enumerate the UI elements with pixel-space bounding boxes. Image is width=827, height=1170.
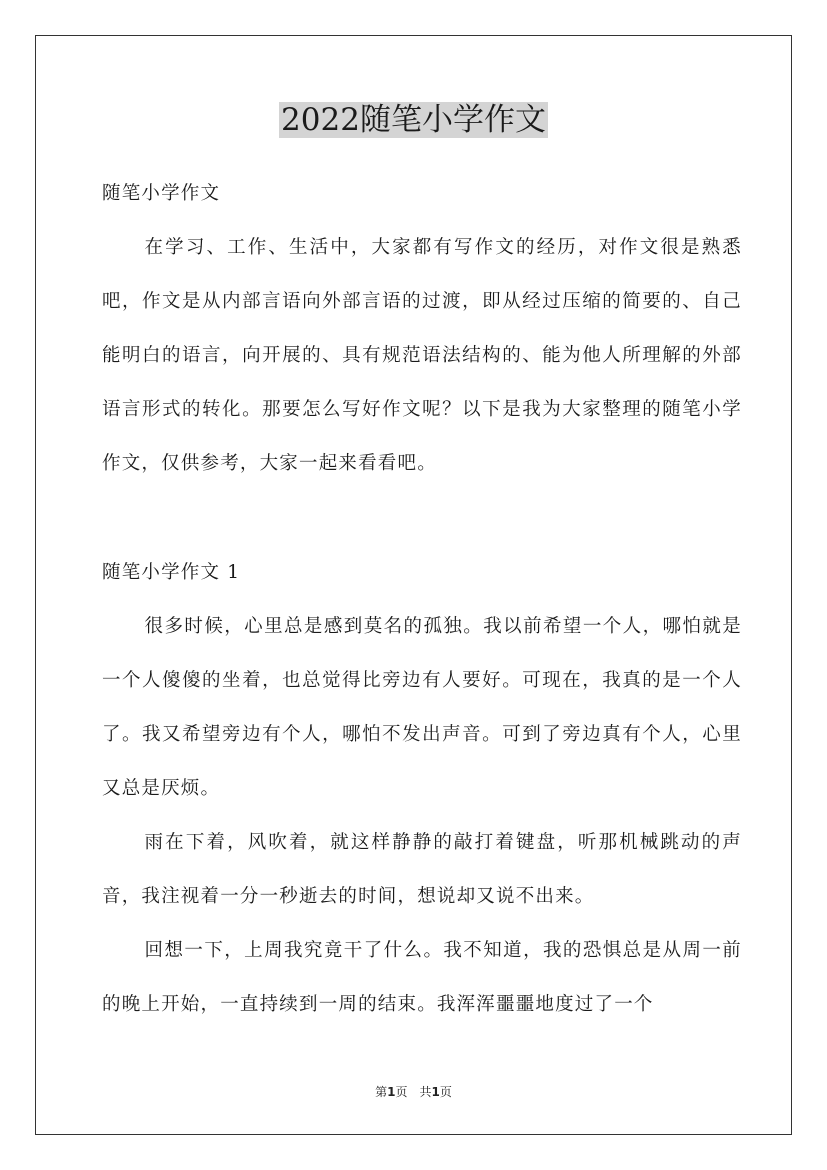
section-1-paragraph: 很多时候，心里总是感到莫名的孤独。我以前希望一个人，哪怕就是一个人傻傻的坐着，也总觉得比旁边有人要好。可现在，我真的是一个人了。我又希望旁边有个人，哪怕不发出声音。可到了旁边真有个人，心里又总是厌烦。	[102, 616, 742, 799]
intro-section	[102, 221, 742, 491]
document-title	[0, 100, 827, 140]
footer-page-mid: 页 共	[395, 1085, 432, 1099]
footer-total-pages: 1	[431, 1085, 440, 1099]
section-1-paragraph: 回想一下，上周我究竟干了什么。我不知道，我的恐惧总是从周一前的晚上开始，一直持续到一周的结束。我浑浑噩噩地度过了一个	[102, 940, 742, 1015]
section-1-heading: 随笔小学作文 1	[102, 562, 241, 583]
intro-paragraph: 在学习、工作、生活中，大家都有写作文的经历，对作文很是熟悉吧，作文是从内部言语向外部言语的过渡，即从经过压缩的简要的、自己能明白的语言，向开展的、具有规范语法结构的、能为他人所理解的外部语言形式的转化。那要怎么写好作文呢？以下是我为大家整理的随笔小学作文，仅供参考，大家一起来看看吧。	[102, 237, 742, 474]
footer-page-prefix: 第	[375, 1085, 388, 1099]
document-title-text: 2022随笔小学作文	[281, 102, 546, 138]
section-1-body	[102, 600, 742, 1032]
page-footer	[0, 1083, 827, 1100]
section-1-paragraph: 雨在下着，风吹着，就这样静静的敲打着键盘，听那机械跳动的声音，我注视着一分一秒逝去的时间，想说却又说不出来。	[102, 832, 742, 907]
footer-page-number: 1	[387, 1085, 396, 1099]
footer-page-suffix: 页	[439, 1085, 452, 1099]
intro-heading: 随笔小学作文	[102, 183, 221, 204]
